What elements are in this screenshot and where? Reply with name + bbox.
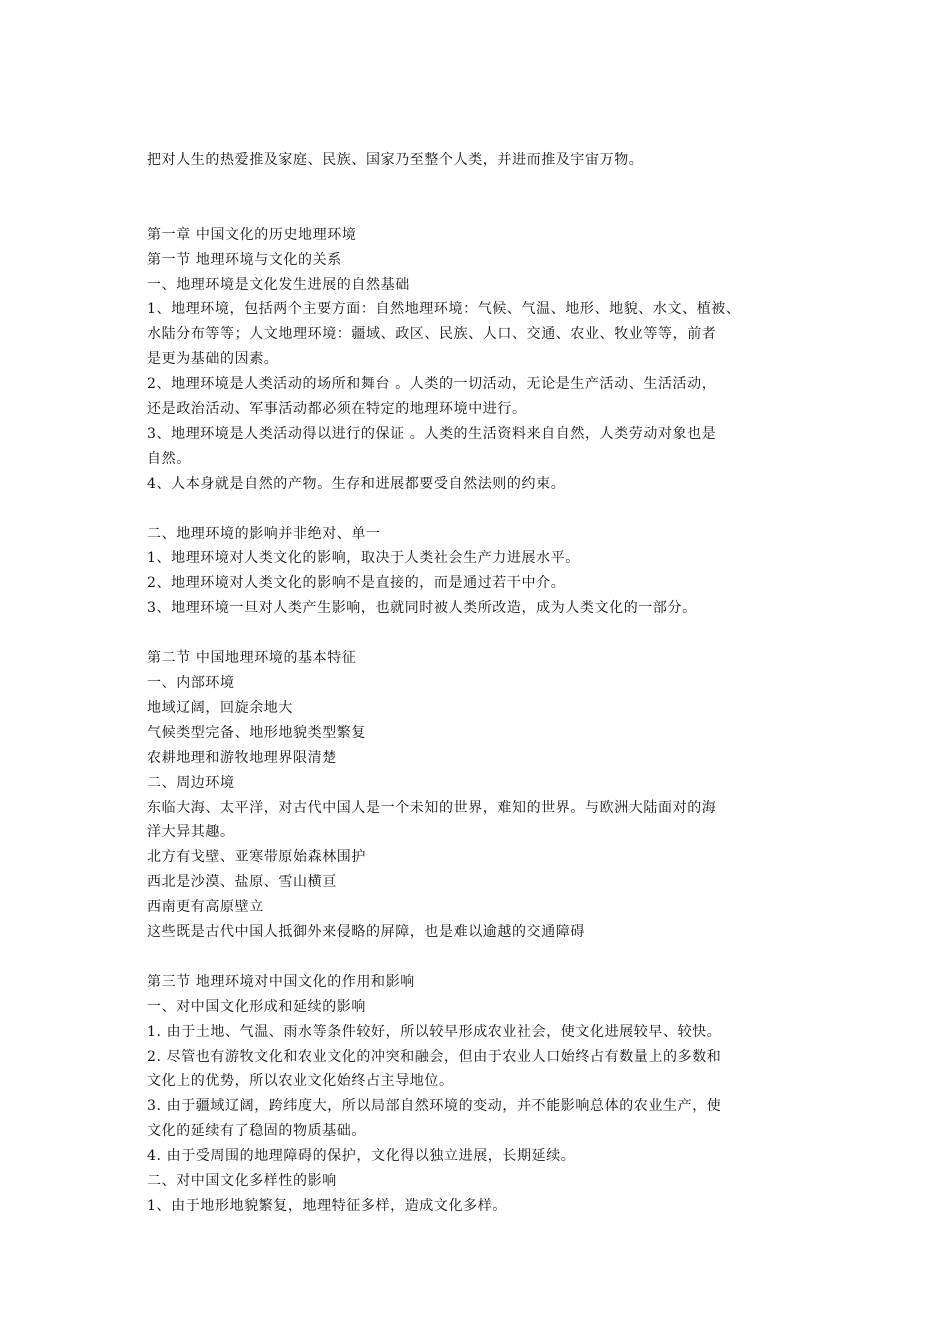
section1-part1-item1-line3: 是更为基础的因素。: [147, 351, 279, 368]
section3-part1-item1: 1. 由于土地、气温、雨水等条件较好，所以较早形成农业社会，使文化进展较早、较快。: [147, 1023, 722, 1040]
document-page: [147, 148, 812, 1219]
section2-part2-heading: 二、周边环境: [147, 774, 235, 791]
section1-part1-item3-line1: 3、地理环境是人类活动得以进行的保证 。人类的生活资料来自自然，人类劳动对象也是: [147, 425, 717, 442]
section1-part2-item3: 3、地理环境一旦对人类产生影响，也就同时被人类所改造，成为人类文化的一部分。: [147, 600, 697, 617]
section2-part2-line: 西南更有高原壁立: [147, 899, 264, 916]
section3-part2-heading: 二、对中国文化多样性的影响: [147, 1173, 337, 1190]
section3-part1-item3-line1: 3. 由于疆域辽阔，跨纬度大，所以局部自然环境的变动，并不能影响总体的农业生产，使: [147, 1098, 722, 1115]
section1-part1-item2-line2: 还是政治活动、军事活动都必须在特定的地理环境中进行。: [147, 401, 527, 418]
section2-part2-line: 这些既是古代中国人抵御外来侵略的屏障，也是难以逾越的交通障碍: [147, 924, 585, 941]
section1-part1-heading: 一、地理环境是文化发生进展的自然基础: [147, 276, 410, 293]
section2-part2-line1b: 洋大异其趣。: [147, 824, 235, 841]
section1-part2-heading: 二、地理环境的影响并非绝对、单一: [147, 525, 381, 542]
section3-title: 第三节 地理环境对中国文化的作用和影响: [147, 973, 415, 990]
section3-part1-item2-line2: 文化上的优势，所以农业文化始终占主导地位。: [147, 1073, 454, 1090]
section1-part1-item3-line2: 自然。: [147, 450, 191, 467]
section3-part1-item3-line2: 文化的延续有了稳固的物质基础。: [147, 1123, 366, 1140]
section2-part2-line1a: 东临大海、太平洋，对古代中国人是一个未知的世界，难知的世界。与欧洲大陆面对的海: [147, 799, 717, 816]
section1-part1-item1-line1: 1、地理环境，包括两个主要方面：自然地理环境：气候、气温、地形、地貌、水文、植被、: [147, 301, 741, 318]
section3-part1-item4: 4. 由于受周围的地理障碍的保护，文化得以独立进展，长期延续。: [147, 1148, 576, 1165]
section2-title: 第二节 中国地理环境的基本特征: [147, 650, 357, 667]
section2-part1-line: 气候类型完备、地形地貌类型繁复: [147, 724, 366, 741]
section1-part2-item2: 2、地理环境对人类文化的影响不是直接的，而是通过若干中介。: [147, 575, 566, 592]
section1-part2-item1: 1、地理环境对人类文化的影响，取决于人类社会生产力进展水平。: [147, 550, 580, 567]
section2-part2-line: 北方有戈壁、亚寒带原始森林围护: [147, 849, 366, 866]
section2-part1-line: 地域辽阔，回旋余地大: [147, 699, 293, 716]
section2-part1-line: 农耕地理和游牧地理界限清楚: [147, 749, 337, 766]
section3-part1-heading: 一、对中国文化形成和延续的影响: [147, 998, 366, 1015]
section2-part1-heading: 一、内部环境: [147, 674, 235, 691]
section1-part1-item1-line2: 水陆分布等等；人文地理环境：疆域、政区、民族、人口、交通、农业、牧业等等，前者: [147, 326, 717, 343]
section3-part2-item1: 1、由于地形地貌繁复，地理特征多样，造成文化多样。: [147, 1198, 507, 1214]
section3-part1-item2-line1: 2. 尽管也有游牧文化和农业文化的冲突和融会，但由于农业人口始终占有数量上的多数和: [147, 1048, 722, 1065]
intro-paragraph: 把对人生的热爱推及家庭、民族、国家乃至整个人类，并进而推及宇宙万物。: [147, 152, 644, 168]
section1-part1-item2-line1: 2、地理环境是人类活动的场所和舞台 。人类的一切活动，无论是生产活动、生活活动，: [147, 376, 717, 393]
section1-title: 第一节 地理环境与文化的关系: [147, 251, 342, 268]
chapter-title: 第一章 中国文化的历史地理环境: [147, 226, 357, 243]
section1-part1-item4: 4、人本身就是自然的产物。生存和进展都要受自然法则的约束。: [147, 475, 566, 492]
section2-part2-line: 西北是沙漠、盐原、雪山横亘: [147, 874, 337, 891]
